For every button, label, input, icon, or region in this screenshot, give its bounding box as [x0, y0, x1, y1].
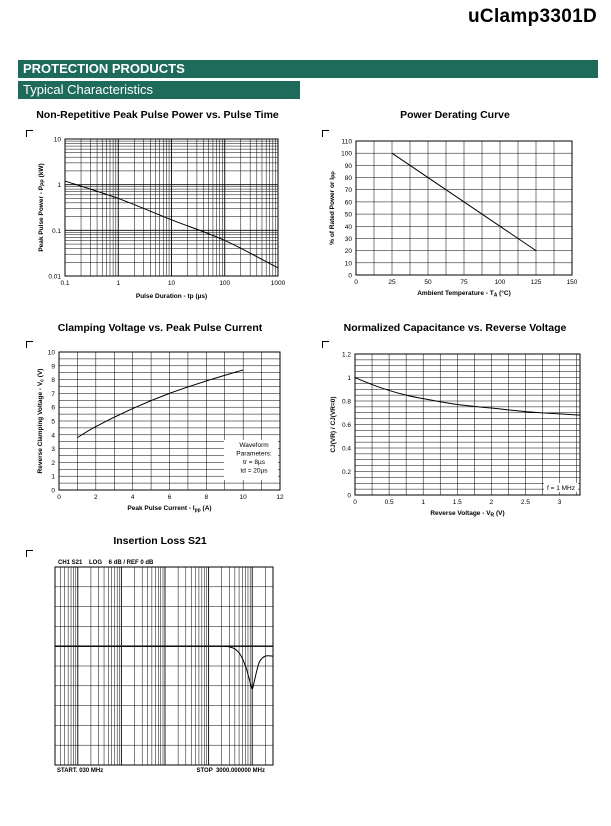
- x-tick-label: 2: [94, 494, 98, 501]
- y-tick-label: 110: [341, 138, 352, 146]
- x-tick-label: 3: [557, 499, 562, 506]
- y-tick-label: 5: [51, 418, 55, 426]
- y-tick-label: 1.2: [341, 351, 351, 359]
- waveform-annotation: Waveform: [239, 442, 269, 449]
- waveform-annotation: Parameters:: [236, 450, 272, 458]
- x-tick-label: 0: [57, 494, 61, 501]
- x-tick-label: 100: [219, 280, 231, 287]
- insertion-chart-title: Insertion Loss S21: [113, 535, 207, 547]
- y-axis-label: CJ(VR) / CJ(VR=0): [330, 396, 337, 453]
- x-tick-label: 12: [276, 494, 284, 501]
- y-tick-label: 0.4: [341, 445, 351, 453]
- subsection-header: Typical Characteristics: [18, 81, 300, 99]
- y-tick-label: 10: [47, 349, 55, 357]
- y-tick-label: 0.8: [341, 398, 351, 406]
- y-tick-label: 1: [57, 182, 61, 190]
- y-tick-label: 40: [344, 223, 352, 231]
- x-tick-label: 2.5: [520, 499, 530, 506]
- y-axis-label: Reverse Clamping Voltage - $V_c$ (V): [37, 368, 46, 474]
- x-tick-label: 1: [421, 499, 425, 506]
- y-tick-label: 80: [344, 175, 352, 183]
- x-axis-label: Ambient Temperature - $T_A$ (°C): [417, 290, 511, 299]
- power-pulse-chart: [38, 137, 286, 301]
- analyzer-header: CH1 S21 LOG 6 dB / REF 0 dB: [58, 560, 154, 566]
- y-tick-label: 100: [341, 150, 352, 158]
- waveform-annotation: tr = 8µs: [243, 459, 265, 466]
- y-tick-label: 6: [51, 404, 55, 412]
- y-tick-label: 1: [347, 375, 351, 382]
- x-axis-label: Reverse Voltage - $V_R$ (V): [430, 510, 505, 519]
- x-axis-label: Pulse Duration - tp (µs): [135, 293, 208, 300]
- x-tick-label: 8: [204, 494, 209, 501]
- y-tick-label: 0.1: [51, 227, 61, 235]
- x-tick-label: 2: [489, 499, 494, 506]
- x-tick-label: 25: [388, 279, 396, 286]
- y-tick-label: 0: [347, 492, 351, 500]
- derating-chart-title: Power Derating Curve: [400, 109, 510, 121]
- y-tick-label: 30: [344, 235, 352, 243]
- x-tick-label: 0.5: [384, 499, 394, 506]
- clamping-chart-title: Clamping Voltage vs. Peak Pulse Current: [57, 322, 263, 334]
- y-tick-label: 0.6: [341, 422, 351, 429]
- y-tick-label: 1: [51, 473, 55, 481]
- x-tick-label: 75: [460, 279, 468, 286]
- y-axis-label: % of Rated Power or $I_{PP}$: [329, 171, 338, 245]
- y-tick-label: 0: [348, 272, 352, 280]
- x-tick-label: 0: [354, 279, 358, 286]
- insertion-chart: [55, 560, 273, 774]
- x-tick-label: 0.1: [60, 280, 70, 287]
- y-tick-label: 8: [51, 377, 55, 385]
- capacitance-chart: [330, 352, 580, 519]
- x-tick-label: 4: [130, 494, 135, 501]
- y-tick-label: 4: [51, 432, 55, 440]
- x-tick-label: 6: [167, 494, 172, 501]
- clamping-chart: [37, 350, 284, 514]
- y-tick-label: 90: [344, 162, 352, 170]
- y-tick-label: 10: [53, 136, 61, 144]
- x-tick-label: 1: [116, 280, 121, 287]
- x-tick-label: 1.5: [452, 499, 462, 506]
- x-tick-label: 10: [167, 280, 176, 287]
- y-tick-label: 0: [51, 487, 55, 495]
- x-axis-label: Peak Pulse Current - $I_{pp}$ (A): [127, 505, 212, 514]
- y-tick-label: 10: [344, 260, 352, 268]
- y-tick-label: 0.2: [341, 469, 351, 476]
- capacitance-chart-title: Normalized Capacitance vs. Reverse Voltage: [343, 322, 567, 334]
- y-tick-label: 3: [51, 446, 55, 454]
- frequency-annotation: f = 1 MHz: [547, 485, 575, 492]
- power-pulse-chart-title: Non-Repetitive Peak Pulse Power vs. Pulse Time: [36, 109, 279, 121]
- document-title: uClamp3301D: [468, 6, 597, 27]
- y-tick-label: 20: [344, 248, 352, 256]
- x-tick-label: 125: [530, 279, 542, 286]
- y-tick-label: 7: [51, 390, 55, 398]
- x-tick-label: 100: [494, 279, 506, 286]
- y-tick-label: 70: [344, 187, 352, 195]
- y-axis-label: Peak Pulse Power - $P_{PP}$ (kW): [38, 163, 47, 252]
- y-tick-label: 50: [344, 211, 352, 219]
- clamping-chart-curve: [77, 370, 243, 438]
- waveform-annotation: td = 20µs: [240, 467, 268, 475]
- stop-frequency-label: STOP 3000.000000 MHz: [196, 768, 265, 774]
- y-tick-label: 2: [51, 459, 55, 467]
- derating-chart: [329, 139, 578, 299]
- y-tick-label: 9: [51, 363, 55, 371]
- x-tick-label: 50: [424, 279, 432, 286]
- insertion-curve: [55, 646, 273, 689]
- start-frequency-label: START. 030 MHz: [57, 768, 104, 774]
- y-tick-label: 0.01: [48, 273, 61, 281]
- y-tick-label: 60: [344, 199, 352, 207]
- x-tick-label: 150: [566, 279, 578, 286]
- section-header: PROTECTION PRODUCTS: [18, 60, 598, 78]
- x-tick-label: 0: [353, 499, 357, 506]
- x-tick-label: 10: [239, 494, 247, 501]
- x-tick-label: 1000: [270, 280, 286, 287]
